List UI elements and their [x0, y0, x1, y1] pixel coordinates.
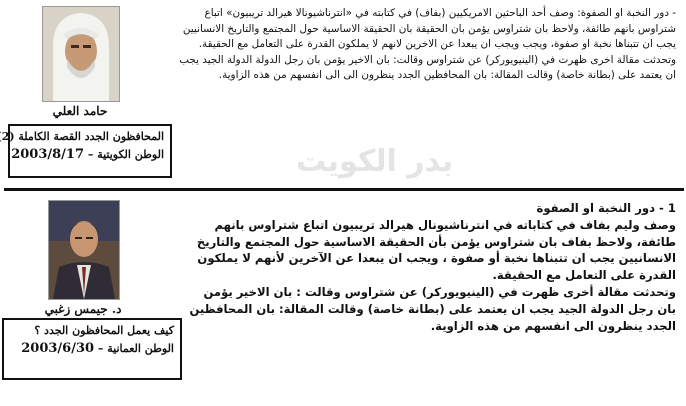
source-date: 2003/8/17	[11, 147, 85, 162]
author-photo	[48, 200, 120, 300]
author-photo	[42, 6, 120, 102]
source-paper: الوطن العمانية –	[97, 342, 174, 355]
article-text	[182, 200, 676, 334]
paragraph: وتحدثت مقالة اخرى ظهرت في (الينيويوركر) عن شتراوس وقالت: بان الاخير يؤمن بان رجل الدولة الدولة الجيد يجب ان يعتمد على (بطانة خاصة) وقالت المقالة: بان المحافظين الجدد ينظرون الى الى انفسهم من هذه الزاوية.	[179, 53, 676, 81]
article-text	[178, 6, 676, 84]
source-line	[4, 339, 180, 358]
paragraph: وتحدثت مقالة أخرى ظهرت في (الينيويوركر) عن شتراوس وقالت : بان الاخير يؤمن بان رجل الدولة الجيد يجب ان يعتمد على (بطانة خاصة) وقالت المقالة: بان المحافظين الجدد ينظرون الى انفسهم من هذه الزاوية.	[189, 284, 676, 333]
paragraph: وصف وليم بفاف في كتاباته في انترناشيونال هيرالد تريبيون اتباع شتراوس بانهم طائفة، ولاحظ بفاف بان شتراوس يؤمن بأن الحقيقة الاساسية حول المجتمع والتاريخ الانسانيين يجب ان تتبناها نخبة أو صفوة ، ويجب ان يبعدا عن الآخرين لأنهم لا يملكون القدرة على التعامل مع الحقيقة.	[196, 217, 676, 283]
portrait-photo-icon	[49, 201, 119, 299]
source-box	[1, 124, 172, 178]
author-name: د. جيمس زغبي	[44, 302, 122, 316]
source-paper: الوطن الكويتية –	[87, 148, 164, 161]
portrait-photo-icon	[43, 7, 119, 101]
author-name: حامد العلي	[52, 104, 108, 118]
article-top	[0, 0, 686, 186]
section-divider	[4, 188, 684, 191]
paragraph: - دور النخبة او الصفوة: وصف أحد الباحثين الامريكيين (بفاف) في كتابته في «انترناشيونالا هيرالد تريبيون» اتباع شتراوس بانهم طائفة، ولاحظ بان شتراوس يؤمن بان الحقيقة بان الحقيقة الاساسية حول المجتمع والتاريخ الانسانيين يجب ان تتبناها نخبة او صفوة، ويجب ويجب ان يبعدا عن الاخرين لانهم لا يملكون القدرة على التعامل مع الحقيقة.	[182, 7, 676, 50]
source-title: المحافظون الجدد القصة الكاملة (2	[1, 130, 164, 143]
article-bottom	[0, 194, 686, 406]
source-box	[2, 318, 182, 380]
source-title: كيف يعمل المحافظون الجدد ؟	[34, 324, 174, 337]
source-line	[10, 145, 170, 164]
source-date: 2003/6/30	[21, 341, 95, 356]
section-heading: 1 - دور النخبة او الصفوة	[536, 201, 676, 215]
watermark: بدر الكويت	[296, 144, 454, 179]
